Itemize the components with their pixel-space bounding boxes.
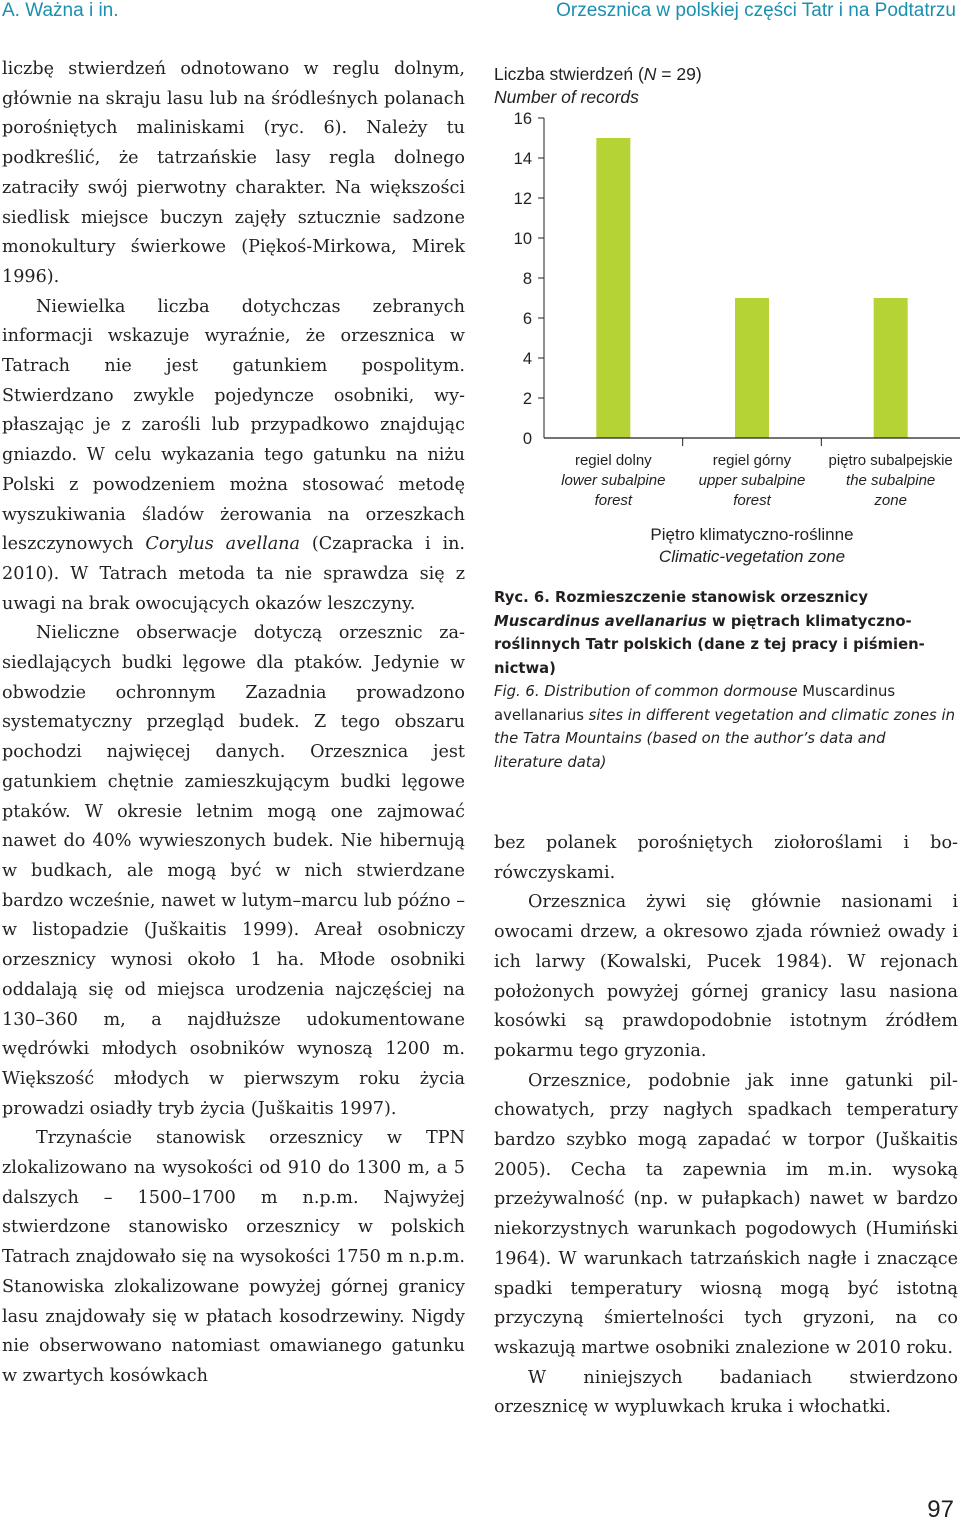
bar bbox=[735, 298, 769, 438]
right-column bbox=[494, 829, 958, 1423]
y-tick-label: 4 bbox=[522, 350, 532, 368]
caption-polish-1: Ryc. 6. Rozmieszczenie stanowisk orzesznicy bbox=[494, 589, 868, 606]
header-title: Orzesznica w polskiej części Tatr i na Podtatrzu bbox=[556, 0, 956, 21]
bars bbox=[596, 138, 907, 438]
y-tick-label: 0 bbox=[522, 430, 532, 448]
left-paragraph-2-text: Niewielka liczba dotychczas zebranych informacji wskazuje wyraźnie, że orzesznica w Tatrach nie jest gatunkiem pospolitym. Stwierdzano zwykle pojedyncze osobniki, wypłaszając je z zarośli lub przypadkowo znajdując gniazdo. W celu wykazania tego gatunku na niżu Polski z powodzeniem można stosować metodę wyszukiwania śladów żerowania na orzeszkach leszczynowych Corylus avellana (Czapracka i in. 2010). W Tatrach metoda ta nie sprawdza się z uwagi na brak owocujących okazów leszczyny. bbox=[2, 296, 465, 614]
caption-english-species: Muscardinus avellanarius bbox=[494, 683, 896, 724]
left-paragraph-3: Nieliczne obserwacje dotyczą orzesznic zasiedlających budki lęgowe dla ptaków. Jedynie w obwodzie ochronnym Zazadnia prowadzono systematyczny przegląd budek. Z tego obszaru pochodzi najwięcej danych. Orzesznica jest gatunkiem chętnie zamieszkującym budki lęgowe ptaków. W okresie letnim mogą one zajmować nawet do 40% wywieszonych budek. Nie hibernują w budkach, ale mogą być w nich stwierdzane bardzo wcześnie, nawet w lutym–marcu lub późno – w listopadzie (Juškaitis 1999). Areał osobniczy orzesznicy wynosi około 1 ha. Młode osobniki oddalają się od miejsca urodzenia najczęściej na 130–360 m, a najdłuższe udokumentowane wędrówki młodych osobników wynoszą 1200 m. Większość młodych w pierwszym roku życia prowadzi osiadły tryb życia (Juškaitis 1997). bbox=[2, 623, 465, 1119]
caption-english bbox=[494, 680, 958, 774]
header-authors: A. Ważna i in. bbox=[2, 0, 119, 21]
figure-caption bbox=[494, 586, 958, 774]
x-category-label: regiel górny bbox=[712, 452, 792, 469]
bar-chart bbox=[490, 58, 960, 578]
y-tick-label: 16 bbox=[513, 110, 532, 128]
caption-polish-2: w piętrach klimatyczno-roślinnych Tatr polskich (dane z tej pracy i piśmiennictwa) bbox=[494, 612, 925, 677]
page-number: 97 bbox=[927, 1496, 954, 1523]
chart-title: Liczba stwierdzeń (N = 29) bbox=[494, 64, 702, 84]
x-category-label: regiel dolny bbox=[574, 452, 652, 469]
left-paragraph-4: Trzynaście stanowisk orzesznicy w TPN zlokalizowano na wysokości od 910 do 1300 m, a 5 dalszych – 1500–1700 m n.p.m. Najwyżej stwierdzone stanowisko orzesznicy w polskich Tatrach znajdowało się na wysokości 1750 m n.p.m. Stanowiska zlokalizowane powyżej górnej granicy lasu znajdowały się w płatach kosodrzewiny. Nigdy nie obserwowano natomiast omawianego gatunku w zwartych kosówkach bbox=[2, 1128, 465, 1386]
x-axis-categories bbox=[561, 438, 953, 509]
x-axis-title: Piętro klimatyczno-roślinne bbox=[650, 525, 854, 544]
x-category-label-en: upper subalpine bbox=[698, 472, 806, 489]
x-category-label-en: zone bbox=[874, 492, 907, 509]
left-paragraph-1: liczbę stwierdzeń odnotowano w reglu dolnym, głównie na skraju lasu lub na śródleśnych polanach porośniętych maliniskami (ryc. 6). Należy tu podkreślić, że tatrzańskie lasy regla dolnego zatraciły swój pierwotny charakter. Na większości siedlisk miejsce buczyn zajęły sztucznie sadzone monokultury świerkowe (Piękoś-Mirkowa, Mirek 1996). bbox=[2, 59, 465, 287]
right-paragraph-3: Orzesznice, podobnie jak inne gatunki pilchowatych, przy nagłych spadkach temperatury bardzo szybko mogą zapadać w torpor (Juškaitis 2005). Cecha ta zapewnia im m.in. wysoką przeżywalność (np. w pułapkach) nawet w bardzo niekorzystnych warunkach pogodowych (Humiński 1964). W warunkach tatrzańskich nagłe i znaczące spadki temperatury wiosną mogą być istotną przyczyną śmiertelności tych gryzoni, na co wskazują martwe osobniki znalezione w 2010 roku. bbox=[494, 1070, 958, 1358]
x-category-label: piętro subalpejskie bbox=[828, 452, 953, 469]
right-paragraph-1: bez polanek porośniętych ziołoroślami i borówczyskami. bbox=[494, 833, 958, 883]
caption-english-2: sites in different vegetation and climatic zones in the Tatra Mountains (based on the author’s data and literature data) bbox=[494, 706, 955, 771]
y-tick-label: 6 bbox=[522, 310, 532, 328]
chart-subtitle: Number of records bbox=[494, 87, 639, 107]
x-category-label-en: forest bbox=[733, 492, 771, 509]
right-paragraph-2: Orzesznica żywi się głównie nasionami i owocami drzew, a okresowo zjada również owady i ich larwy (Kowalski, Pucek 1984). W rejonach położonych powyżej górnej granicy lasu nasiona kosówki są prawdopodobnie istotnym źródłem pokarmu tego gryzonia. bbox=[494, 892, 958, 1061]
x-axis-title-en: Climatic-vegetation zone bbox=[658, 547, 846, 566]
y-tick-label: 12 bbox=[513, 190, 532, 208]
y-tick-label: 8 bbox=[522, 270, 532, 288]
species-name: Corylus avellana bbox=[145, 534, 301, 555]
left-paragraph-2 bbox=[2, 293, 465, 620]
x-category-label-en: the subalpine bbox=[846, 472, 936, 489]
x-category-label-en: lower subalpine bbox=[561, 472, 666, 489]
caption-polish bbox=[494, 586, 958, 680]
y-tick-label: 14 bbox=[513, 150, 532, 168]
y-axis bbox=[514, 110, 544, 448]
y-tick-label: 10 bbox=[513, 230, 532, 248]
caption-english-1: Fig. 6. Distribution of common dormouse bbox=[494, 683, 803, 700]
y-tick-label: 2 bbox=[522, 390, 532, 408]
bar bbox=[596, 138, 630, 438]
x-category-label-en: forest bbox=[594, 492, 633, 509]
running-header bbox=[0, 0, 960, 26]
bar bbox=[874, 298, 908, 438]
right-paragraph-4: W niniejszych badaniach stwierdzono orzesznicę w wypluwkach kruka i włochatki. bbox=[494, 1367, 958, 1418]
caption-polish-species: Muscardinus avellanarius bbox=[494, 612, 707, 630]
left-column bbox=[2, 55, 465, 1392]
